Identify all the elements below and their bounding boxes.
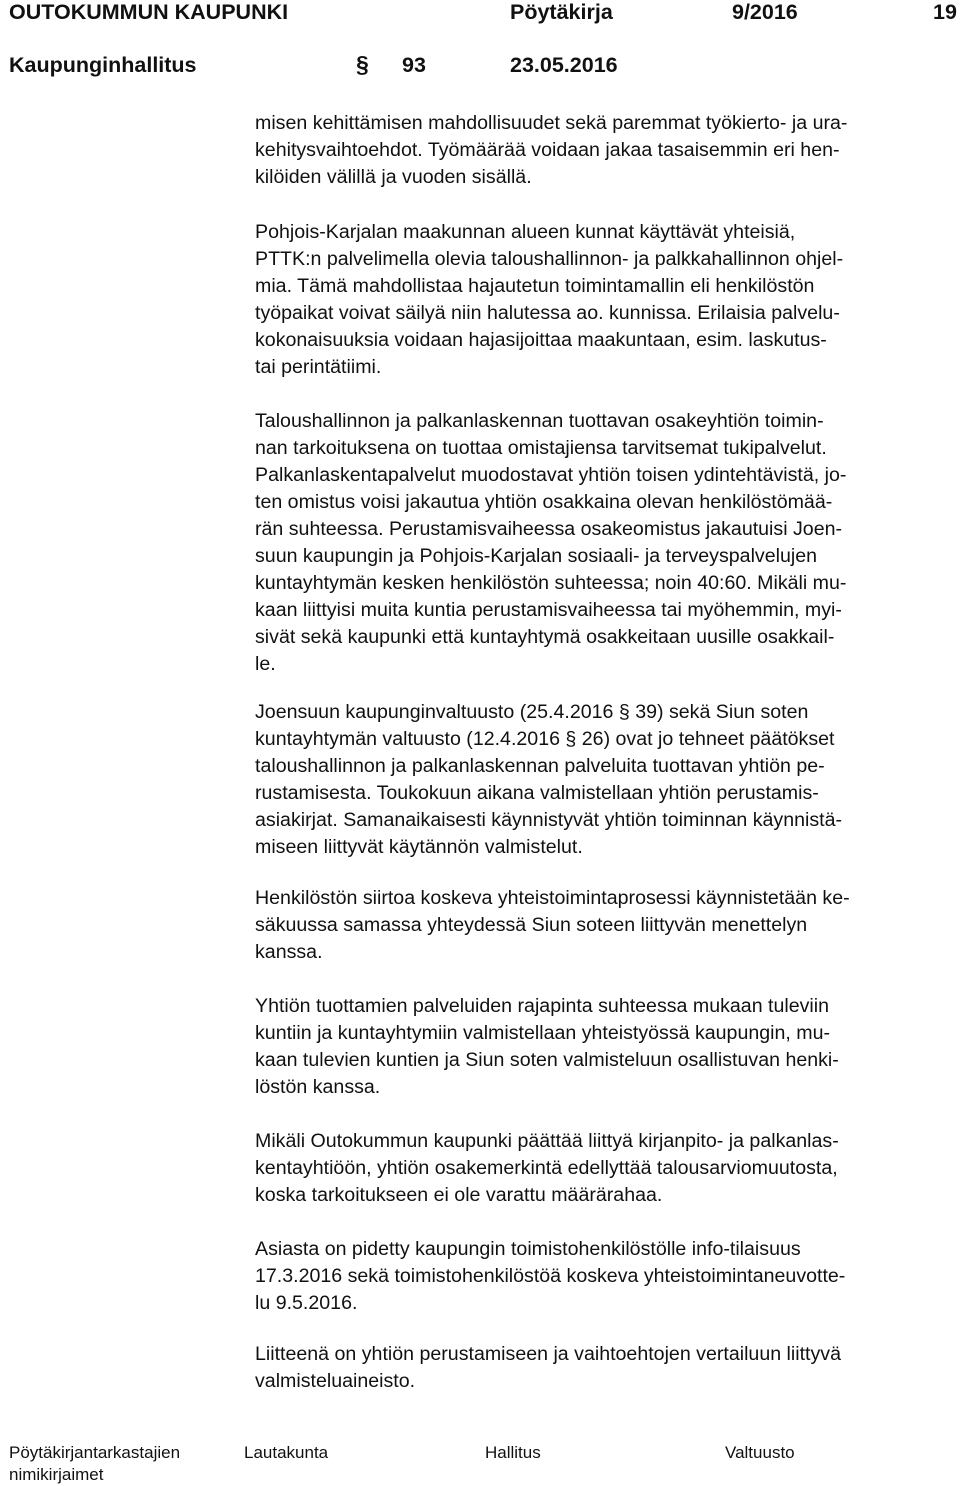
text-line: asiakirjat. Samanaikaisesti käynnistyvät yhtiön toiminnan käynnistä- [255, 809, 842, 831]
meeting-date: 23.05.2016 [510, 53, 618, 77]
text-line: Henkilöstön siirtoa koskeva yhteistoimintaprosessi käynnistetään ke- [255, 887, 850, 909]
paragraph-4 [255, 699, 945, 861]
text-line: Taloushallinnon ja palkanlaskennan tuottavan osakeyhtiön toimin- [255, 410, 824, 432]
checkers-initials-label: Pöytäkirjantarkastajien [9, 1443, 181, 1462]
text-line: kanssa. [255, 941, 323, 963]
text-line: koska tarkoitukseen ei ole varattu määrärahaa. [255, 1184, 663, 1206]
text-line: PTTK:n palvelimella olevia taloushallinnon- ja palkkahallinnon ohjel- [255, 248, 844, 270]
text-line: tai perintätiimi. [255, 356, 382, 378]
checkers-initials-label-2: nimikirjaimet [9, 1465, 104, 1484]
body-name: Kaupunginhallitus [9, 53, 197, 77]
text-line: Palkanlaskentapalvelut muodostavat yhtiön toisen ydintehtävistä, jo- [255, 464, 847, 486]
text-line: suun kaupungin ja Pohjois-Karjalan sosiaali- ja terveyspalvelujen [255, 545, 818, 567]
text-line: kokonaisuuksia voidaan hajasijoittaa maakuntaan, esim. laskutus- [255, 329, 827, 351]
text-line: Joensuun kaupunginvaltuusto (25.4.2016 § 39) sekä Siun soten [255, 701, 809, 723]
text-line: kehitysvaihtoehdot. Työmäärää voidaan jakaa tasaisemmin eri hen- [255, 139, 840, 161]
text-line: rustamisesta. Toukokuun aikana valmistellaan yhtiön perustamis- [255, 782, 819, 804]
text-line: misen kehittämisen mahdollisuudet sekä paremmat työkierto- ja ura- [255, 112, 848, 134]
text-line: Pohjois-Karjalan maakunnan alueen kunnat käyttävät yhteisiä, [255, 221, 796, 243]
text-line: kaan liittyisi muita kuntia perustamisvaiheessa tai myöhemmin, myi- [255, 599, 842, 621]
text-line: kilöiden välillä ja vuoden sisällä. [255, 166, 532, 188]
text-line: valmisteluaineisto. [255, 1370, 416, 1392]
paragraph-2 [255, 219, 945, 381]
section-symbol: § [356, 51, 369, 77]
document-header [0, 0, 960, 84]
text-line: lu 9.5.2016. [255, 1292, 358, 1314]
council-initials-label: Valtuusto [725, 1443, 795, 1462]
text-line: kentayhtiöön, yhtiön osakemerkintä edellyttää talousarviomuutosta, [255, 1157, 838, 1179]
text-line: rän suhteessa. Perustamisvaiheessa osakeomistus jakautuisi Joen- [255, 518, 843, 540]
text-line: nan tarkoituksena on tuottaa omistajiensa tarvitsemat tukipalvelut. [255, 437, 827, 459]
paragraph-1 [255, 110, 945, 191]
text-line: Yhtiön tuottamien palveluiden rajapinta suhteessa mukaan tuleviin [255, 995, 830, 1017]
text-line: työpaikat voivat säilyä niin halutessa ao. kunnissa. Erilaisia palvelu- [255, 302, 840, 324]
paragraph-7 [255, 1128, 945, 1209]
organization-name: OUTOKUMMUN KAUPUNKI [9, 0, 289, 24]
section-number: 93 [402, 53, 426, 77]
text-line: Mikäli Outokummun kaupunki päättää liittyä kirjanpito- ja palkanlas- [255, 1130, 839, 1152]
text-line: kaan tulevien kuntien ja Siun soten valmisteluun osallistuvan henki- [255, 1049, 839, 1071]
paragraph-5 [255, 885, 945, 966]
paragraph-9 [255, 1341, 945, 1395]
text-line: mia. Tämä mahdollistaa hajautetun toimintamallin eli henkilöstön [255, 275, 815, 297]
document-type: Pöytäkirja [510, 0, 613, 24]
text-line: miseen liittyvät käytännön valmistelut. [255, 836, 583, 858]
text-line: sivät sekä kaupunki että kuntayhtymä osakkeitaan uusille osakkail- [255, 626, 835, 648]
text-line: Asiasta on pidetty kaupungin toimistohenkilöstölle info-tilaisuus [255, 1238, 801, 1260]
government-initials-label: Hallitus [485, 1443, 541, 1462]
paragraph-3 [255, 408, 945, 678]
text-line: kuntayhtymän valtuusto (12.4.2016 § 26) ovat jo tehneet päätökset [255, 728, 835, 750]
paragraph-8 [255, 1236, 945, 1317]
board-initials-label: Lautakunta [244, 1443, 329, 1462]
text-line: 17.3.2016 sekä toimistohenkilöstöä koskeva yhteistoimintaneuvotte- [255, 1265, 846, 1287]
paragraph-6 [255, 993, 945, 1101]
text-line: Liitteenä on yhtiön perustamiseen ja vaihtoehtojen vertailuun liittyvä [255, 1343, 841, 1365]
text-line: le. [255, 653, 276, 675]
text-line: taloushallinnon ja palkanlaskennan palveluita tuottavan yhtiön pe- [255, 755, 825, 777]
text-line: ten omistus voisi jakautua yhtiön osakkaina olevan henkilöstömää- [255, 491, 833, 513]
page-number: 19 [933, 0, 957, 24]
document-number: 9/2016 [732, 0, 798, 24]
text-line: kuntiin ja kuntayhtymiin valmistellaan yhteistyössä kaupungin, mu- [255, 1022, 831, 1044]
text-line: säkuussa samassa yhteydessä Siun soteen liittyvän menettelyn [255, 914, 808, 936]
text-line: kuntayhtymän kesken henkilöstön suhteessa; noin 40:60. Mikäli mu- [255, 572, 847, 594]
text-line: löstön kanssa. [255, 1076, 381, 1098]
